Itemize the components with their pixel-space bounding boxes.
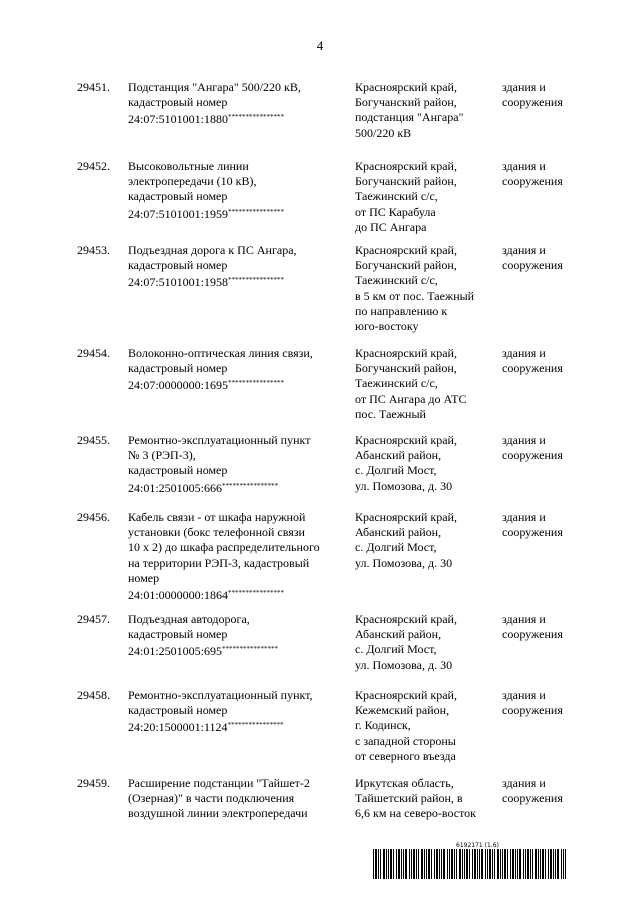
- object-type: [502, 159, 592, 189]
- object-description: [128, 80, 348, 128]
- object-description: [128, 346, 348, 394]
- object-location-line: Абанский район,: [355, 525, 442, 540]
- object-type: [502, 612, 592, 642]
- object-location-line: Иркутская область,: [355, 776, 454, 790]
- object-type-line: сооружения: [502, 448, 563, 463]
- object-description-line: кадастровый номер: [128, 189, 228, 204]
- object-type-line: сооружения: [502, 627, 563, 642]
- object-location-line: Кежемский район,: [355, 703, 450, 718]
- object-type-line: здания и: [502, 80, 546, 94]
- object-location-line: с западной стороны: [355, 733, 456, 748]
- object-description: [128, 612, 348, 660]
- object-location-line: пос. Таежный: [355, 406, 426, 421]
- object-description-line: (Озерная)" в части подключения: [128, 791, 295, 806]
- object-location: [355, 688, 490, 764]
- object-description: [128, 433, 348, 496]
- object-type: [502, 433, 592, 463]
- row-number: 29457.: [77, 612, 110, 626]
- object-description-line: Ремонтно-эксплуатационный пункт,: [128, 688, 313, 702]
- object-type-line: здания и: [502, 433, 546, 447]
- row-number: 29452.: [77, 159, 110, 173]
- object-location-line: Красноярский край,: [355, 612, 457, 626]
- object-location-line: ул. Помозова, д. 30: [355, 555, 453, 570]
- object-location-line: с. Долгий Мост,: [355, 463, 437, 478]
- object-location: [355, 433, 490, 494]
- object-location-line: Богучанский район,: [355, 174, 457, 189]
- object-description-line: кадастровый номер: [128, 95, 228, 110]
- object-location-line: с. Долгий Мост,: [355, 642, 437, 657]
- object-location: [355, 159, 490, 235]
- barcode-label: 6192171 (1.6): [456, 842, 499, 849]
- object-location-line: юго-востоку: [355, 319, 419, 334]
- object-description-line: Расширение подстанции "Тайшет-2: [128, 776, 310, 790]
- object-location-line: Таежинский с/с,: [355, 189, 438, 204]
- object-location-line: Абанский район,: [355, 448, 442, 463]
- object-description-line: Волоконно-оптическая линия связи,: [128, 346, 313, 360]
- object-description-line: 24:07:5101001:1959****************: [128, 206, 285, 221]
- row-number: 29458.: [77, 688, 110, 702]
- row-number: 29455.: [77, 433, 110, 447]
- object-description: [128, 243, 348, 291]
- object-type-line: сооружения: [502, 258, 563, 273]
- object-type-line: сооружения: [502, 791, 563, 806]
- object-location-line: 500/220 кВ: [355, 125, 412, 140]
- object-location-line: в 5 км от пос. Таежный: [355, 288, 475, 303]
- row-number: 29454.: [77, 346, 110, 360]
- object-description-line: Кабель связи - от шкафа наружной: [128, 510, 306, 524]
- object-description-line: кадастровый номер: [128, 361, 228, 376]
- object-location: [355, 776, 490, 822]
- object-location-line: г. Кодинск,: [355, 718, 411, 733]
- object-description-line: Ремонтно-эксплуатационный пункт: [128, 433, 311, 447]
- redaction-mark: ****************: [227, 721, 284, 730]
- page-number: 4: [316, 38, 324, 53]
- object-description: [128, 510, 348, 603]
- object-description: [128, 688, 348, 736]
- object-location: [355, 510, 490, 571]
- object-location-line: ул. Помозова, д. 30: [355, 657, 453, 672]
- object-description-line: кадастровый номер: [128, 627, 228, 642]
- object-description-line: № 3 (РЭП-3),: [128, 448, 196, 463]
- object-description-line: 24:07:5101001:1880****************: [128, 112, 285, 127]
- object-type-line: здания и: [502, 776, 546, 790]
- object-type: [502, 80, 592, 110]
- row-number: 29456.: [77, 510, 110, 524]
- object-description: [128, 776, 348, 822]
- row-number: 29453.: [77, 243, 110, 257]
- object-location-line: Красноярский край,: [355, 433, 457, 447]
- redaction-mark: ****************: [222, 645, 279, 654]
- object-description-line: 10 х 2) до шкафа распределительного: [128, 540, 320, 555]
- object-description-line: кадастровый номер: [128, 258, 228, 273]
- object-description-line: 24:01:2501005:666****************: [128, 480, 279, 495]
- row-number: 29459.: [77, 776, 110, 790]
- object-type: [502, 688, 592, 718]
- redaction-mark: ****************: [228, 113, 285, 122]
- redaction-mark: ****************: [228, 589, 285, 598]
- object-type-line: сооружения: [502, 525, 563, 540]
- object-description-line: кадастровый номер: [128, 703, 228, 718]
- object-location-line: Таежинский с/с,: [355, 273, 438, 288]
- object-location-line: подстанция "Ангара": [355, 110, 464, 125]
- redaction-mark: ****************: [228, 276, 285, 285]
- object-type: [502, 346, 592, 376]
- object-type-line: сооружения: [502, 361, 563, 376]
- object-location-line: по направлению к: [355, 303, 448, 318]
- object-description-line: кадастровый номер: [128, 463, 228, 478]
- object-description-line: воздушной линии электропередачи: [128, 806, 308, 821]
- object-location: [355, 346, 490, 422]
- object-description-line: 24:01:0000000:1864****************: [128, 588, 285, 603]
- object-location-line: Красноярский край,: [355, 80, 457, 94]
- redaction-mark: ****************: [228, 207, 285, 216]
- object-type-line: здания и: [502, 688, 546, 702]
- object-type: [502, 243, 592, 273]
- object-description-line: Высоковольтные линии: [128, 159, 249, 173]
- object-location-line: от северного въезда: [355, 748, 456, 763]
- object-location-line: 6,6 км на северо-восток: [355, 806, 477, 821]
- redaction-mark: ****************: [228, 379, 285, 388]
- object-location-line: с. Долгий Мост,: [355, 540, 437, 555]
- object-description-line: Подъездная автодорога,: [128, 612, 250, 626]
- object-description-line: 24:01:2501005:695****************: [128, 644, 279, 659]
- object-location-line: от ПС Карабула: [355, 204, 436, 219]
- object-type-line: здания и: [502, 159, 546, 173]
- object-location-line: Красноярский край,: [355, 159, 457, 173]
- object-location: [355, 80, 490, 141]
- redaction-mark: ****************: [222, 481, 279, 490]
- object-description-line: Подъездная дорога к ПС Ангара,: [128, 243, 297, 257]
- object-location-line: Богучанский район,: [355, 258, 457, 273]
- object-description-line: 24:07:5101001:1958****************: [128, 275, 285, 290]
- object-location: [355, 612, 490, 673]
- object-type-line: сооружения: [502, 95, 563, 110]
- object-description-line: на территории РЭП-3, кадастровый: [128, 555, 310, 570]
- object-location-line: от ПС Ангара до АТС: [355, 391, 467, 406]
- object-description-line: номер: [128, 570, 160, 585]
- object-description-line: 24:20:1500001:1124****************: [128, 720, 284, 735]
- object-location-line: Абанский район,: [355, 627, 442, 642]
- row-number: 29451.: [77, 80, 110, 94]
- object-location-line: до ПС Ангара: [355, 219, 427, 234]
- object-type-line: здания и: [502, 243, 546, 257]
- object-type-line: здания и: [502, 612, 546, 626]
- object-type-line: сооружения: [502, 174, 563, 189]
- object-location-line: Богучанский район,: [355, 361, 457, 376]
- object-type-line: здания и: [502, 510, 546, 524]
- object-type: [502, 776, 592, 806]
- object-location-line: Красноярский край,: [355, 243, 457, 257]
- barcode-image: [373, 849, 566, 879]
- object-location-line: Красноярский край,: [355, 346, 457, 360]
- object-location: [355, 243, 490, 334]
- object-description-line: установки (бокс телефонной связи: [128, 525, 305, 540]
- object-location-line: ул. Помозова, д. 30: [355, 478, 453, 493]
- object-location-line: Красноярский край,: [355, 688, 457, 702]
- object-description-line: 24:07:0000000:1695****************: [128, 378, 285, 393]
- object-location-line: Тайшетский район, в: [355, 791, 463, 806]
- object-description-line: Подстанция "Ангара" 500/220 кВ,: [128, 80, 301, 94]
- object-description: [128, 159, 348, 222]
- object-type-line: здания и: [502, 346, 546, 360]
- object-location-line: Таежинский с/с,: [355, 376, 438, 391]
- object-location-line: Богучанский район,: [355, 95, 457, 110]
- object-description-line: электропередачи (10 кВ),: [128, 174, 257, 189]
- object-type-line: сооружения: [502, 703, 563, 718]
- object-type: [502, 510, 592, 540]
- object-location-line: Красноярский край,: [355, 510, 457, 524]
